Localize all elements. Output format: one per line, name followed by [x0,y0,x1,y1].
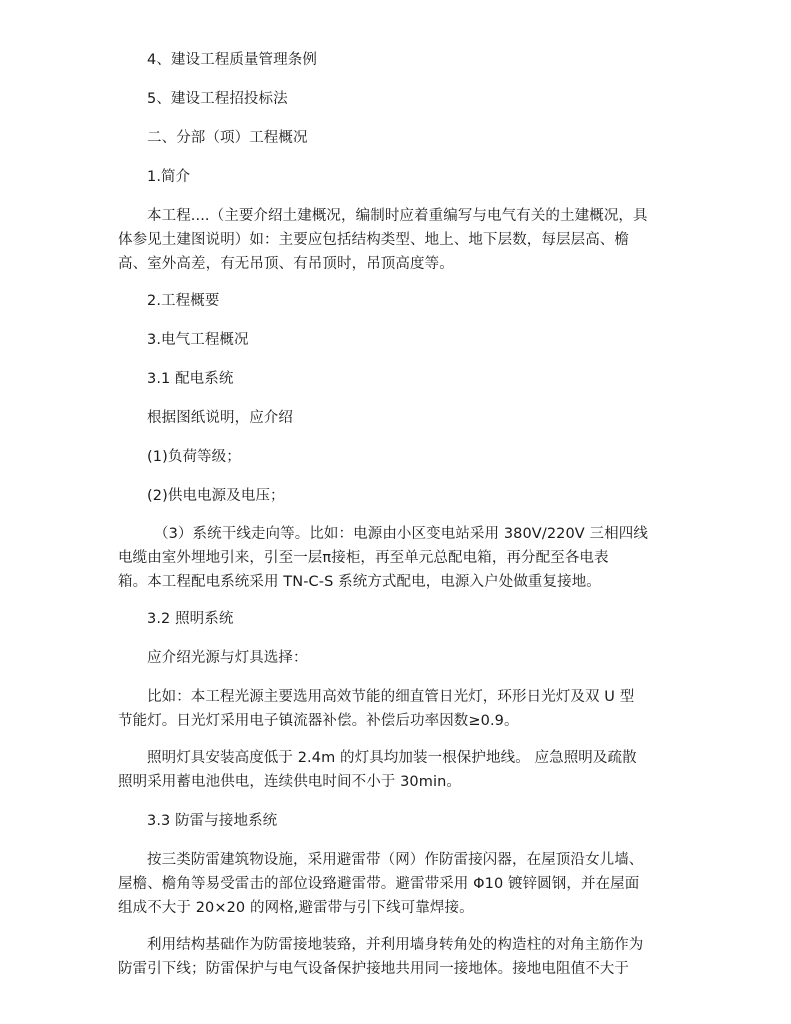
list-item-bidding-law: 5、建设工程招投标法 [147,91,288,107]
section-heading-overview: 二、分部（项）工程概况 [147,130,308,146]
subheading-lightning-grounding: 3.3 防雷与接地系统 [147,813,278,829]
subheading-electrical-overview: 3.电气工程概况 [147,332,249,348]
paragraph-lighting-line-2: 节能灯。日光灯采用电子镇流器补偿。补偿后功率因数≥0.9。 [118,713,519,729]
paragraph-fixture-line-2: 照明采用蓄电池供电，连续供电时间不小于 30min。 [118,774,462,790]
list-item-load-level: (1)负荷等级； [147,449,241,465]
paragraph-drawing-note: 根据图纸说明，应介绍 [147,410,293,426]
paragraph-trunk-line-2: 电缆由室外埋地引来，引至一层π接柜，再至单元总配电箱，再分配至各电表 [118,550,609,566]
subheading-project-summary: 2.工程概要 [147,293,220,309]
subheading-intro: 1.简介 [147,169,191,185]
paragraph-intro-line-1: 本工程....（主要介绍土建概况，编制时应着重编写与电气有关的土建概况，具 [147,208,648,224]
paragraph-light-source-note: 应介绍光源与灯具选择： [147,650,308,666]
paragraph-lightning-line-1: 按三类防雷建筑物设施，采用避雷带（网）作防雷接闪器，在屋顶沿女儿墙、 [147,852,644,868]
subheading-lighting-system: 3.2 照明系统 [147,611,234,627]
paragraph-grounding-line-1: 利用结构基础作为防雷接地装臵，并利用墙身转角处的构造柱的对角主筋作为 [147,937,644,953]
paragraph-lighting-line-1: 比如：本工程光源主要选用高效节能的细直管日光灯，环形日光灯及双 U 型 [147,689,635,705]
list-item-quality-regulation: 4、建设工程质量管理条例 [147,52,317,68]
list-item-power-source: (2)供电电源及电压； [147,488,285,504]
paragraph-grounding-line-2: 防雷引下线；防雷保护与电气设备保护接地共用同一接地体。接地电阻值不大于 [118,961,629,977]
subheading-distribution-system: 3.1 配电系统 [147,371,234,387]
paragraph-trunk-line-3: 箱。本工程配电系统采用 TN-C-S 系统方式配电，电源入户处做重复接地。 [118,574,601,590]
paragraph-lightning-line-3: 组成不大于 20×20 的网格,避雷带与引下线可靠焊接。 [118,900,474,916]
paragraph-intro-line-3: 高、室外高差，有无吊顶、有吊顶时，吊顶高度等。 [118,256,454,272]
paragraph-lightning-line-2: 屋檐、檐角等易受雷击的部位设臵避雷带。避雷带采用 Φ10 镀锌圆钢，并在屋面 [118,876,640,892]
paragraph-fixture-line-1: 照明灯具安装高度低于 2.4m 的灯具均加装一根保护地线。 应急照明及疏散 [147,750,637,766]
paragraph-trunk-line-1: （3）系统干线走向等。比如：电源由小区变电站采用 380V/220V 三相四线 [154,526,648,542]
paragraph-intro-line-2: 体参见土建图说明）如：主要应包括结构类型、地上、地下层数，每层层高、檐 [118,232,629,248]
